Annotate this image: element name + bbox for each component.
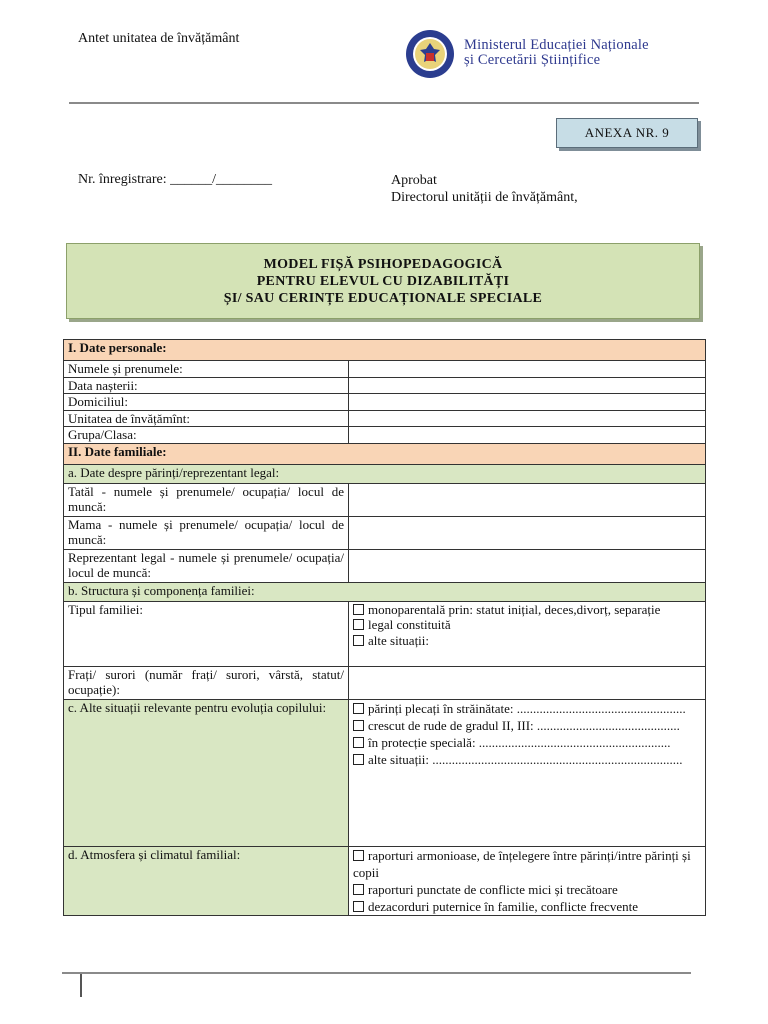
checkbox-icon[interactable] (353, 754, 364, 765)
field-value-cell[interactable] (349, 377, 706, 394)
options-cell (349, 699, 706, 846)
checkbox-icon[interactable] (353, 737, 364, 748)
table-row (64, 483, 706, 516)
option-label: părinți plecați în străinătate: .................................................... (368, 700, 686, 716)
table-row (64, 666, 706, 699)
option-item[interactable] (353, 700, 701, 717)
field-label: c. Alte situații relevante pentru evoluția copilului: (64, 699, 349, 846)
options-cell (349, 846, 706, 915)
document-title (66, 243, 700, 319)
field-label: d. Atmosfera și climatul familial: (64, 846, 349, 915)
option-label: dezacorduri puternice în familie, conflicte frecvente (368, 898, 638, 914)
option-label: în protecție specială: ........................................................... (368, 734, 671, 750)
annex-label: ANEXA NR. 9 (556, 118, 698, 148)
subsection-title: a. Date despre părinți/reprezentant legal: (64, 464, 706, 483)
section-header (64, 443, 706, 464)
checkbox-icon[interactable] (353, 850, 364, 861)
footer-divider (62, 972, 691, 974)
page-marker (80, 974, 82, 997)
option-item[interactable] (353, 717, 701, 734)
option-item[interactable] (353, 602, 701, 618)
options-cell (349, 601, 706, 666)
option-item[interactable] (353, 734, 701, 751)
table-row (64, 549, 706, 582)
checkbox-icon[interactable] (353, 901, 364, 912)
option-label: legal constituită (368, 617, 451, 632)
option-label: raporturi punctate de conflicte mici și trecătoare (368, 881, 618, 897)
table-row (64, 361, 706, 378)
table-row (64, 377, 706, 394)
government-seal-icon (405, 29, 455, 79)
table-row (64, 410, 706, 427)
checkbox-icon[interactable] (353, 884, 364, 895)
table-row (64, 427, 706, 444)
checkbox-icon[interactable] (353, 604, 364, 615)
subsection-header (64, 582, 706, 601)
field-label: Grupa/Clasa: (64, 427, 349, 444)
field-value-cell[interactable] (349, 361, 706, 378)
checkbox-icon[interactable] (353, 635, 364, 646)
option-label: monoparentală prin: statut inițial, deces,divorț, separație (368, 601, 661, 617)
table-row (64, 846, 706, 915)
field-label: Domiciliul: (64, 394, 349, 411)
ministry-name (464, 38, 649, 68)
field-label: Mama - numele și prenumele/ ocupația/ locul de muncă: (64, 516, 349, 549)
subsection-header (64, 464, 706, 483)
section-title: II. Date familiale: (64, 443, 706, 464)
field-label: Tipul familiei: (64, 601, 349, 666)
field-label: Data nașterii: (64, 377, 349, 394)
option-label: alte situații: (368, 632, 430, 648)
option-item[interactable] (353, 751, 701, 768)
field-value-cell[interactable] (349, 394, 706, 411)
approval-block (391, 172, 578, 206)
field-value-cell[interactable] (349, 427, 706, 444)
approval-signatory: Directorul unității de învățământ, (391, 190, 578, 205)
field-value-cell[interactable] (349, 483, 706, 516)
field-label: Unitatea de învățămînt: (64, 410, 349, 427)
table-row (64, 699, 706, 846)
field-label: Frați/ surori (număr frați/ surori, vârstă, statut/ ocupație): (64, 666, 349, 699)
section-title: I. Date personale: (64, 340, 706, 361)
field-value-cell[interactable] (349, 516, 706, 549)
option-item[interactable] (353, 617, 701, 633)
checkbox-icon[interactable] (353, 703, 364, 714)
title-line-3: ȘI/ SAU CERINȚE EDUCAȚIONALE SPECIALE (223, 290, 543, 306)
title-line-2: PENTRU ELEVUL CU DIZABILITĂȚI (256, 273, 510, 289)
checkbox-icon[interactable] (353, 720, 364, 731)
table-row (64, 394, 706, 411)
option-label: crescut de rude de gradul II, III: ............................................ (368, 717, 680, 733)
approval-label: Aprobat (391, 173, 437, 188)
option-label: alte situații: ............................................................................. (368, 751, 683, 767)
option-item[interactable] (353, 898, 701, 915)
table-row (64, 601, 706, 666)
option-label: raporturi armonioase, de înțelegere între părinți/intre părinți și copii (353, 847, 691, 880)
field-label: Tatăl - numele și prenumele/ ocupația/ locul de muncă: (64, 483, 349, 516)
subsection-title: b. Structura și componența familiei: (64, 582, 706, 601)
field-label: Reprezentant legal - numele și prenumele/ ocupația/ locul de muncă: (64, 549, 349, 582)
school-header-label: Antet unitatea de învățământ (78, 31, 240, 46)
option-item[interactable] (353, 847, 701, 881)
header-divider (69, 102, 699, 104)
ministry-line-2: și Cercetării Științifice (464, 52, 601, 68)
field-value-cell[interactable] (349, 549, 706, 582)
field-value-cell[interactable] (349, 666, 706, 699)
ministry-line-1: Ministerul Educației Naționale (464, 37, 649, 53)
section-header (64, 340, 706, 361)
table-row (64, 516, 706, 549)
option-item[interactable] (353, 633, 701, 649)
field-label: Numele și prenumele: (64, 361, 349, 378)
field-value-cell[interactable] (349, 410, 706, 427)
checkbox-icon[interactable] (353, 619, 364, 630)
form-table (63, 339, 706, 916)
registration-number: Nr. înregistrare: ______/________ (78, 172, 273, 187)
option-item[interactable] (353, 881, 701, 898)
title-line-1: MODEL FIȘĂ PSIHOPEDAGOGICĂ (263, 256, 503, 272)
